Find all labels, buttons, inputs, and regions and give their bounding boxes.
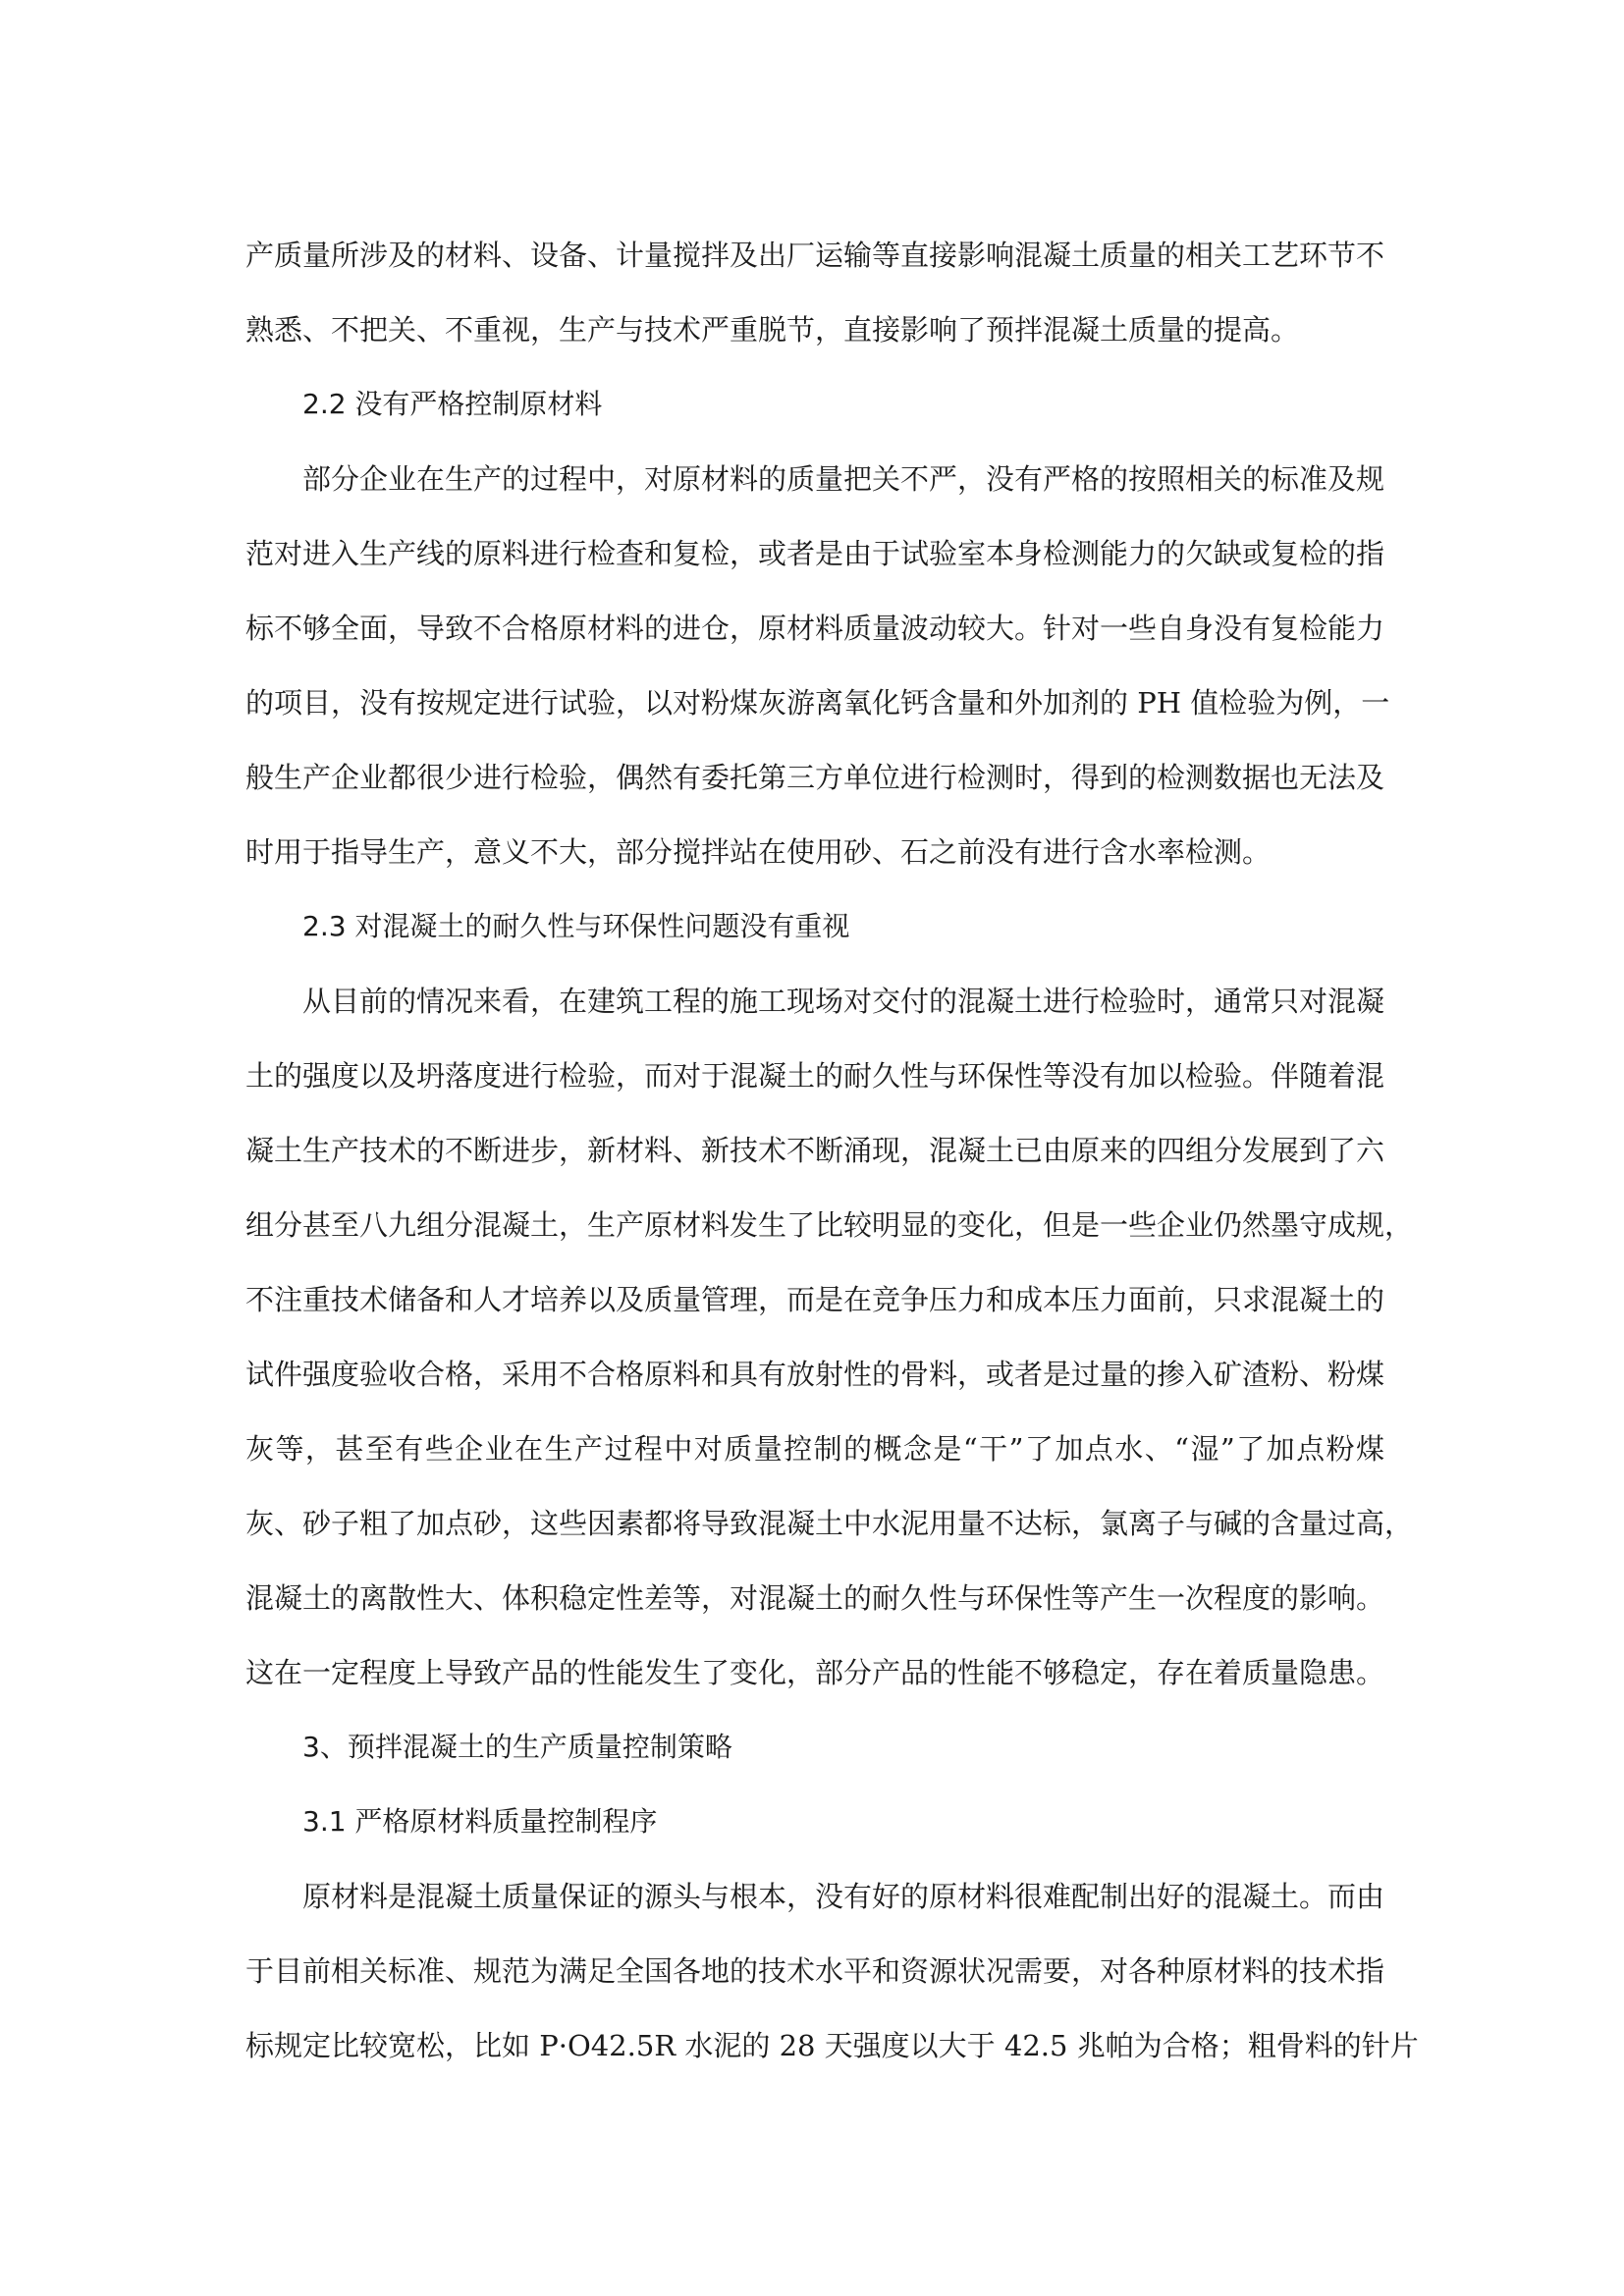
document-body [245, 218, 1419, 2083]
section-heading-3: 3、预拌混凝土的生产质量控制策略 [302, 1731, 732, 1763]
text-line: 时用于指导生产，意义不大，部分搅拌站在使用砂、石之前没有进行含水率检测。 [245, 835, 1272, 869]
text-line: 凝土生产技术的不断进步，新材料、新技术不断涌现，混凝土已由原来的四组分发展到了六 [245, 1134, 1385, 1167]
text-line: 标不够全面，导致不合格原材料的进仓，原材料质量波动较大。针对一些自身没有复检能力 [245, 612, 1385, 645]
text-line: 土的强度以及坍落度进行检验，而对于混凝土的耐久性与环保性等没有加以检验。伴随着混 [245, 1059, 1385, 1093]
text-line: 混凝土的离散性大、体积稳定性差等，对混凝土的耐久性与环保性等产生一次程度的影响。 [245, 1581, 1385, 1615]
paragraph-continued [245, 218, 1384, 367]
paragraph-durability [245, 964, 1414, 1710]
text-line: 标规定比较宽松，比如 P·O42.5R 水泥的 28 天强度以大于 42.5 兆帕为合格；粗骨料的针片 [245, 2029, 1419, 2062]
text-line: 不注重技术储备和人才培养以及质量管理，而是在竞争压力和成本压力面前，只求混凝土的 [245, 1283, 1385, 1316]
text-line: 产质量所涉及的材料、设备、计量搅拌及出厂运输等直接影响混凝土质量的相关工艺环节不 [245, 239, 1385, 272]
section-heading-3-1: 3.1 严格原材料质量控制程序 [302, 1805, 658, 1838]
text-line: 这在一定程度上导致产品的性能发生了变化，部分产品的性能不够稳定，存在着质量隐患。 [245, 1656, 1385, 1689]
text-line: 范对进入生产线的原料进行检查和复检，或者是由于试验室本身检测能力的欠缺或复检的指 [245, 537, 1385, 570]
text-line: 试件强度验收合格，采用不合格原料和具有放射性的骨料，或者是过量的掺入矿渣粉、粉煤 [245, 1358, 1385, 1391]
text-line: 组分甚至八九组分混凝土，生产原材料发生了比较明显的变化，但是一些企业仍然墨守成规， [245, 1208, 1414, 1242]
section-heading-2-3: 2.3 对混凝土的耐久性与环保性问题没有重视 [302, 910, 850, 942]
text-line: 灰、砂子粗了加点砂，这些因素都将导致混凝土中水泥用量不达标，氯离子与碱的含量过高， [245, 1507, 1414, 1540]
text-line: 熟悉、不把关、不重视，生产与技术严重脱节，直接影响了预拌混凝土质量的提高。 [245, 313, 1300, 347]
text-line: 原材料是混凝土质量保证的源头与根本，没有好的原材料很难配制出好的混凝土。而由 [302, 1880, 1385, 1913]
text-line: 的项目，没有按规定进行试验，以对粉煤灰游离氧化钙含量和外加剂的 PH 值检验为例，一 [245, 686, 1390, 720]
section-heading-2-2: 2.2 没有严格控制原材料 [302, 388, 603, 420]
paragraph-raw-materials [245, 442, 1390, 889]
text-line: 从目前的情况来看，在建筑工程的施工现场对交付的混凝土进行检验时，通常只对混凝 [302, 985, 1385, 1018]
text-line: 灰等，甚至有些企业在生产过程中对质量控制的概念是“干”了加点水、“湿”了加点粉煤 [245, 1432, 1384, 1466]
text-line: 部分企业在生产的过程中，对原材料的质量把关不严，没有严格的按照相关的标准及规 [302, 462, 1385, 496]
text-line: 般生产企业都很少进行检验，偶然有委托第三方单位进行检测时，得到的检测数据也无法及 [245, 761, 1385, 794]
text-line: 于目前相关标准、规范为满足全国各地的技术水平和资源状况需要，对各种原材料的技术指 [245, 1954, 1385, 1988]
paragraph-quality-control [245, 1859, 1419, 2083]
